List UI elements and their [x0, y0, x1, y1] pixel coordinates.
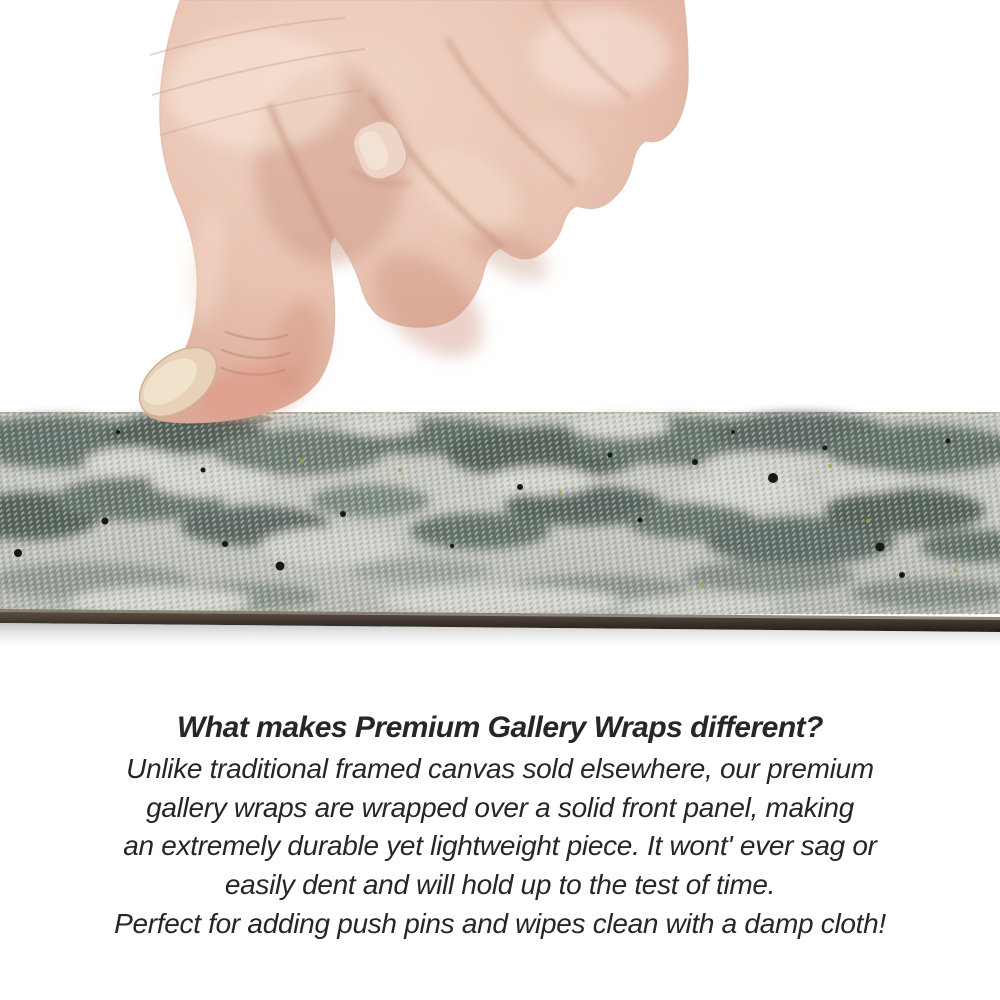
- canvas-edge-image: [0, 412, 1000, 652]
- headline: What makes Premium Gallery Wraps different?: [177, 711, 823, 744]
- canvas-weave-pattern: [0, 412, 1000, 615]
- body-line-4: easily dent and will hold up to the test of time.: [224, 869, 776, 901]
- body-line-5: Perfect for adding push pins and wipes clean with a damp cloth!: [114, 907, 886, 939]
- marketing-copy: [0, 706, 1000, 944]
- hand-image: [127, 0, 689, 430]
- body-line-3: an extremely durable yet lightweight piece. It wont' ever sag or: [123, 830, 877, 862]
- body-line-1: Unlike traditional framed canvas sold elsewhere, our premium: [126, 753, 874, 784]
- body-line-2: gallery wraps are wrapped over a solid front panel, making: [146, 791, 854, 823]
